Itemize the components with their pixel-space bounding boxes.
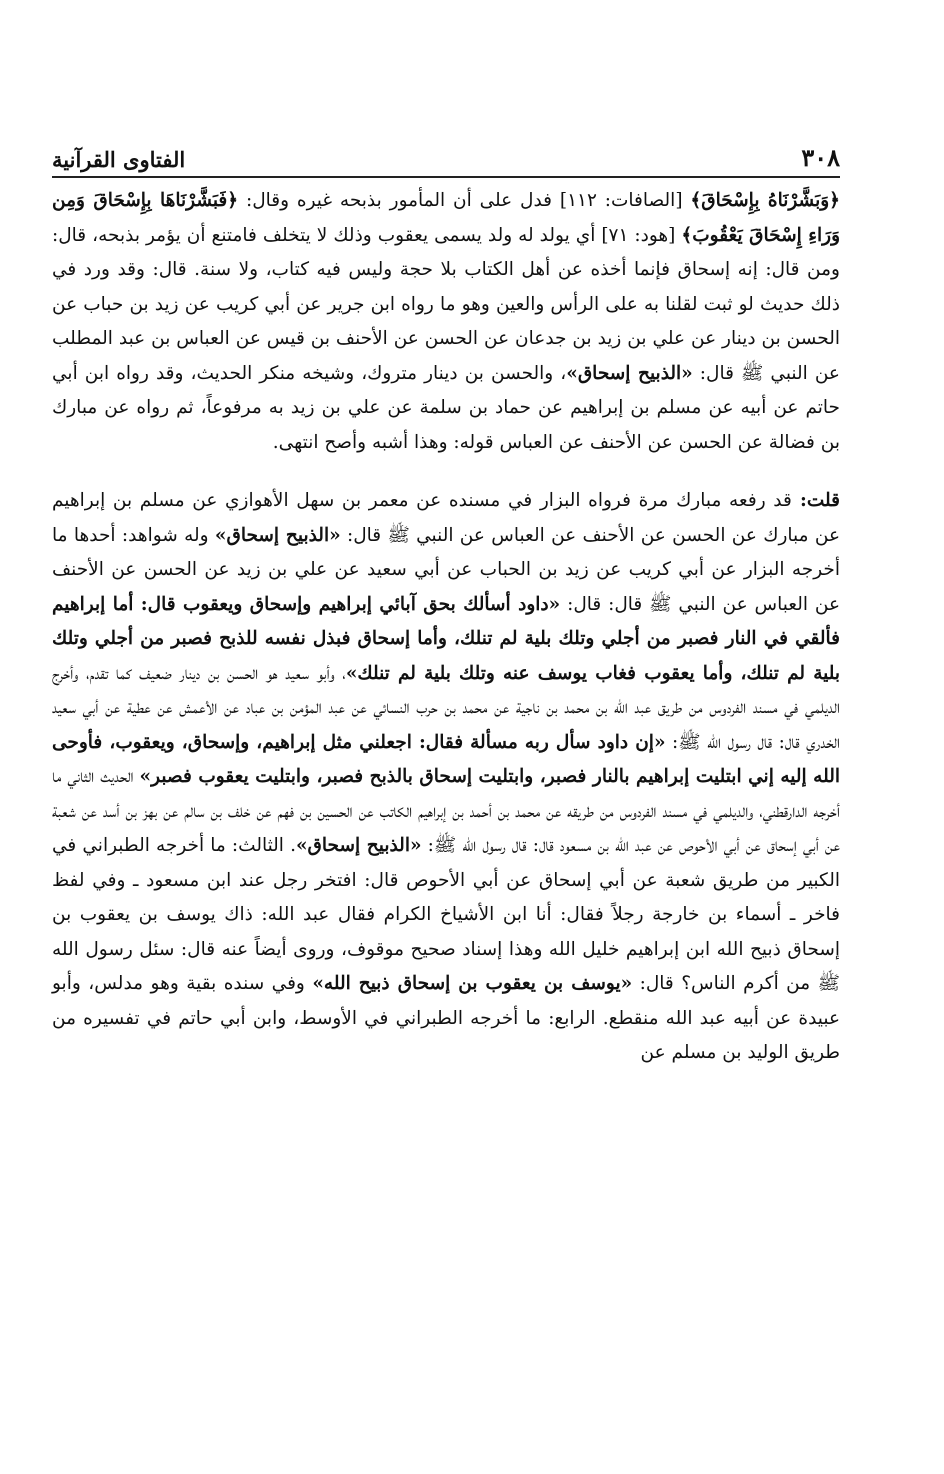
text-segment: وفي سنده بقية وهو مدلس، وأبو عبيدة عن أبيه عبد الله منقطع. الرابع: ما أخرجه الطبراني في الأوسط، وابن أبي حاتم في تفسيره من طريق الوليد بن مسلم عن bbox=[52, 973, 840, 1063]
text-segment: ، وأبو سعيد هو الحسن بن دينار ضعيف كما تقدم، وأخرج الديلمي في مسند الفردوس من طريق عبد الله بن محمد بن ناجية عن محمد بن حرب النسائي عن عبد المؤمن بن عباد عن الأعمش عن عطية عن أبي سعيد الخدري قال: قال رسول الله ﷺ: bbox=[52, 662, 840, 753]
text-segment: [هود: ٧١] أي يولد له ولد يسمى يعقوب وذلك لا يتخلف فامتنع أن يؤمر بذبحه، قال: ومن قال: إنه إسحاق فإنما أخذه عن أهل الكتاب بلا حجة وليس فيه كتاب، ولا سنة. قال: وقد ورد في ذلك حديث لو ثبت لقلنا به على الرأس والعين وهو ما رواه ابن جرير عن أبي كريب عن زيد بن حباب عن الحسن بن دينار عن علي بن زيد بن جدعان عن الحسن عن الأحنف بن قيس عن العباس بن عبد المطلب عن النبي ﷺ قال: bbox=[52, 224, 840, 384]
running-title: الفتاوى القرآنية bbox=[52, 147, 186, 172]
hadith-quote: «الذبيح إسحاق» bbox=[566, 362, 693, 384]
body-text bbox=[52, 184, 840, 1071]
text-segment: الحديث الثاني ما أخرجه الدارقطني، والديلمي في مسند الفردوس من طريقه عن محمد بن أحمد بن إبراهيم الكاتب عن الحسين بن فهم عن خلف بن سالم عن بهز بن أسد عن شعبة عن أبي إسحاق عن أبي الأحوص عن عبد الله بن مسعود قال: قال رسول الله ﷺ: bbox=[52, 766, 841, 856]
hadith-quote: «الذبيح إسحاق» bbox=[214, 524, 341, 546]
quran-quote: ﴿وَبَشَّرْنَاهُ بِإِسْحَاقَ﴾ bbox=[690, 190, 840, 211]
page-number: ٣٠٨ bbox=[801, 143, 840, 172]
text-segment: . الثالث: ما أخرجه الطبراني في الكبير من طريق شعبة عن أبي إسحاق عن أبي الأحوص قال: افتخر رجل عند ابن مسعود ـ وفي لفظ فاخر ـ أسماء بن خارجة رجلاً فقال: أنا ابن الأشياخ الكرام فقال عبد الله: ذاك يوسف بن يعقوب بن إسحاق ذبيح الله ابن إبراهيم خليل الله وهذا إسناد صحيح موقوف، وروى أيضاً عنه قال: سئل رسول الله ﷺ من أكرم الناس؟ قال: bbox=[52, 835, 840, 994]
text-segment: قد رفعه مبارك مرة فرواه البزار في مسنده عن معمر بن سهل الأهوازي عن مسلم بن إبراهيم عن مبارك عن الحسن عن الأحنف عن العباس عن النبي ﷺ قال: bbox=[52, 490, 840, 546]
page-header bbox=[52, 136, 840, 172]
text-segment: [الصافات: ١١٢] فدل على أن المأمور بذبحه غيره وقال: bbox=[238, 190, 691, 211]
hadith-quote: «إن داود سأل ربه مسألة فقال: اجعلني مثل إبراهيم، وإسحاق، ويعقوب، فأوحى الله إليه إني ابتليت إبراهيم بالنار فصبر، وابتليت إسحاق بالذبح فصبر، وابتليت يعقوب فصبر» bbox=[52, 731, 840, 787]
paragraph-1 bbox=[52, 184, 840, 460]
lead-word: قلت: bbox=[791, 490, 840, 511]
hadith-quote: «الذبيح إسحاق» bbox=[295, 835, 422, 856]
text-segment: ، والحسن بن دينار متروك، وشيخه منكر الحديث، وقد رواه ابن أبي حاتم عن أبيه عن مسلم بن إبراهيم عن حماد بن سلمة عن علي بن زيد به مرفوعاً، ثم رواه عن مبارك بن فضالة عن الحسن عن الأحنف عن العباس قوله: وهذا أشبه وأصح انتهى. bbox=[52, 362, 840, 453]
header-divider bbox=[52, 176, 840, 178]
quran-quote: ﴿فَبَشَّرْنَاهَا بِإِسْحَاقَ وَمِن وَرَاءِ إِسْحَاقَ يَعْقُوبَ﴾ bbox=[52, 190, 841, 246]
hadith-quote: «داود أسألك بحق آبائي إبراهيم وإسحاق ويعقوب قال: أما إبراهيم فألقي في النار فصبر من أجلي وتلك بلية لم تنلك، وأما إسحاق فبذل نفسه للذبح فصبر من أجلي وتلك بلية لم تنلك، وأما يعقوب فغاب يوسف عنه وتلك بلية لم تنلك» bbox=[52, 593, 840, 684]
hadith-quote: «يوسف بن يعقوب بن إسحاق ذبيح الله» bbox=[312, 973, 633, 994]
text-segment: وله شواهد: أحدها ما أخرجه البزار عن أبي كريب عن زيد بن الحباب عن أبي سعيد عن علي بن زيد عن الحسن عن الأحنف عن العباس عن النبي ﷺ قال: قال: bbox=[52, 524, 840, 615]
book-page bbox=[52, 136, 840, 1474]
paragraph-2 bbox=[52, 484, 840, 1071]
